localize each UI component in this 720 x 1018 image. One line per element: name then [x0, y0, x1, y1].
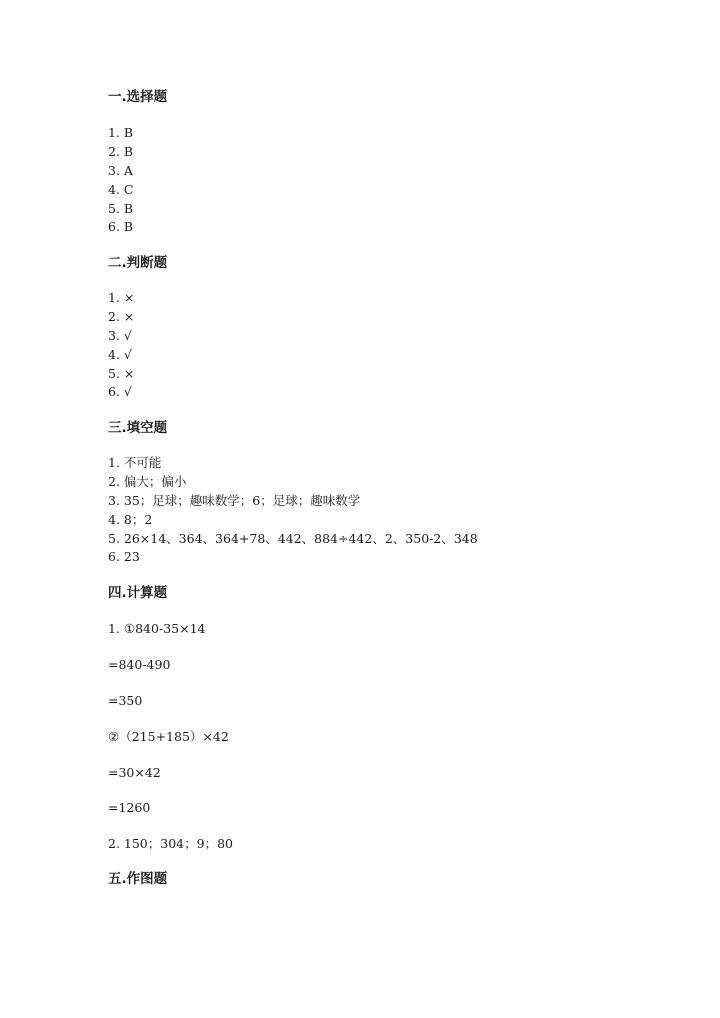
judgement-answer-3: 3. √ — [108, 328, 132, 343]
fill-answer-6: 6. 23 — [108, 549, 140, 564]
fill-answer-2: 2. 偏大；偏小 — [108, 474, 187, 489]
choice-answer-2: 2. B — [108, 144, 134, 159]
choice-answer-5: 5. B — [108, 201, 134, 216]
calc-step-5: =30×42 — [108, 765, 161, 780]
calc-answer-2: 2. 150；304；9；80 — [108, 836, 233, 851]
judgement-answer-4: 4. √ — [108, 347, 132, 362]
fill-answer-5: 5. 26×14、364、364+78、442、884÷442、2、350-2、348 — [108, 531, 478, 546]
choice-answer-4: 4. C — [108, 182, 134, 197]
choice-answer-3: 3. A — [108, 163, 133, 178]
section-title-fill-blank: 三.填空题 — [108, 420, 168, 436]
section-title-judgement: 二.判断题 — [108, 255, 168, 271]
section-title-calculation: 四.计算题 — [108, 585, 168, 601]
judgement-answer-1: 1. × — [108, 290, 135, 305]
calc-step-3: =350 — [108, 693, 143, 708]
calc-step-6: =1260 — [108, 800, 151, 815]
fill-answer-1: 1. 不可能 — [108, 455, 162, 470]
calc-step-2: =840-490 — [108, 657, 171, 672]
section-title-choice: 一.选择题 — [108, 89, 168, 105]
judgement-answer-5: 5. × — [108, 366, 135, 381]
section-title-drawing: 五.作图题 — [108, 871, 168, 887]
calc-step-1: 1. ①840-35×14 — [108, 621, 206, 636]
judgement-answer-6: 6. √ — [108, 384, 132, 399]
choice-answer-1: 1. B — [108, 125, 134, 140]
fill-answer-3: 3. 35；足球；趣味数学；6；足球；趣味数学 — [108, 493, 361, 508]
choice-answer-6: 6. B — [108, 219, 134, 234]
fill-answer-4: 4. 8；2 — [108, 512, 153, 527]
judgement-answer-2: 2. × — [108, 309, 135, 324]
calc-step-4: ②（215+185）×42 — [108, 729, 229, 744]
